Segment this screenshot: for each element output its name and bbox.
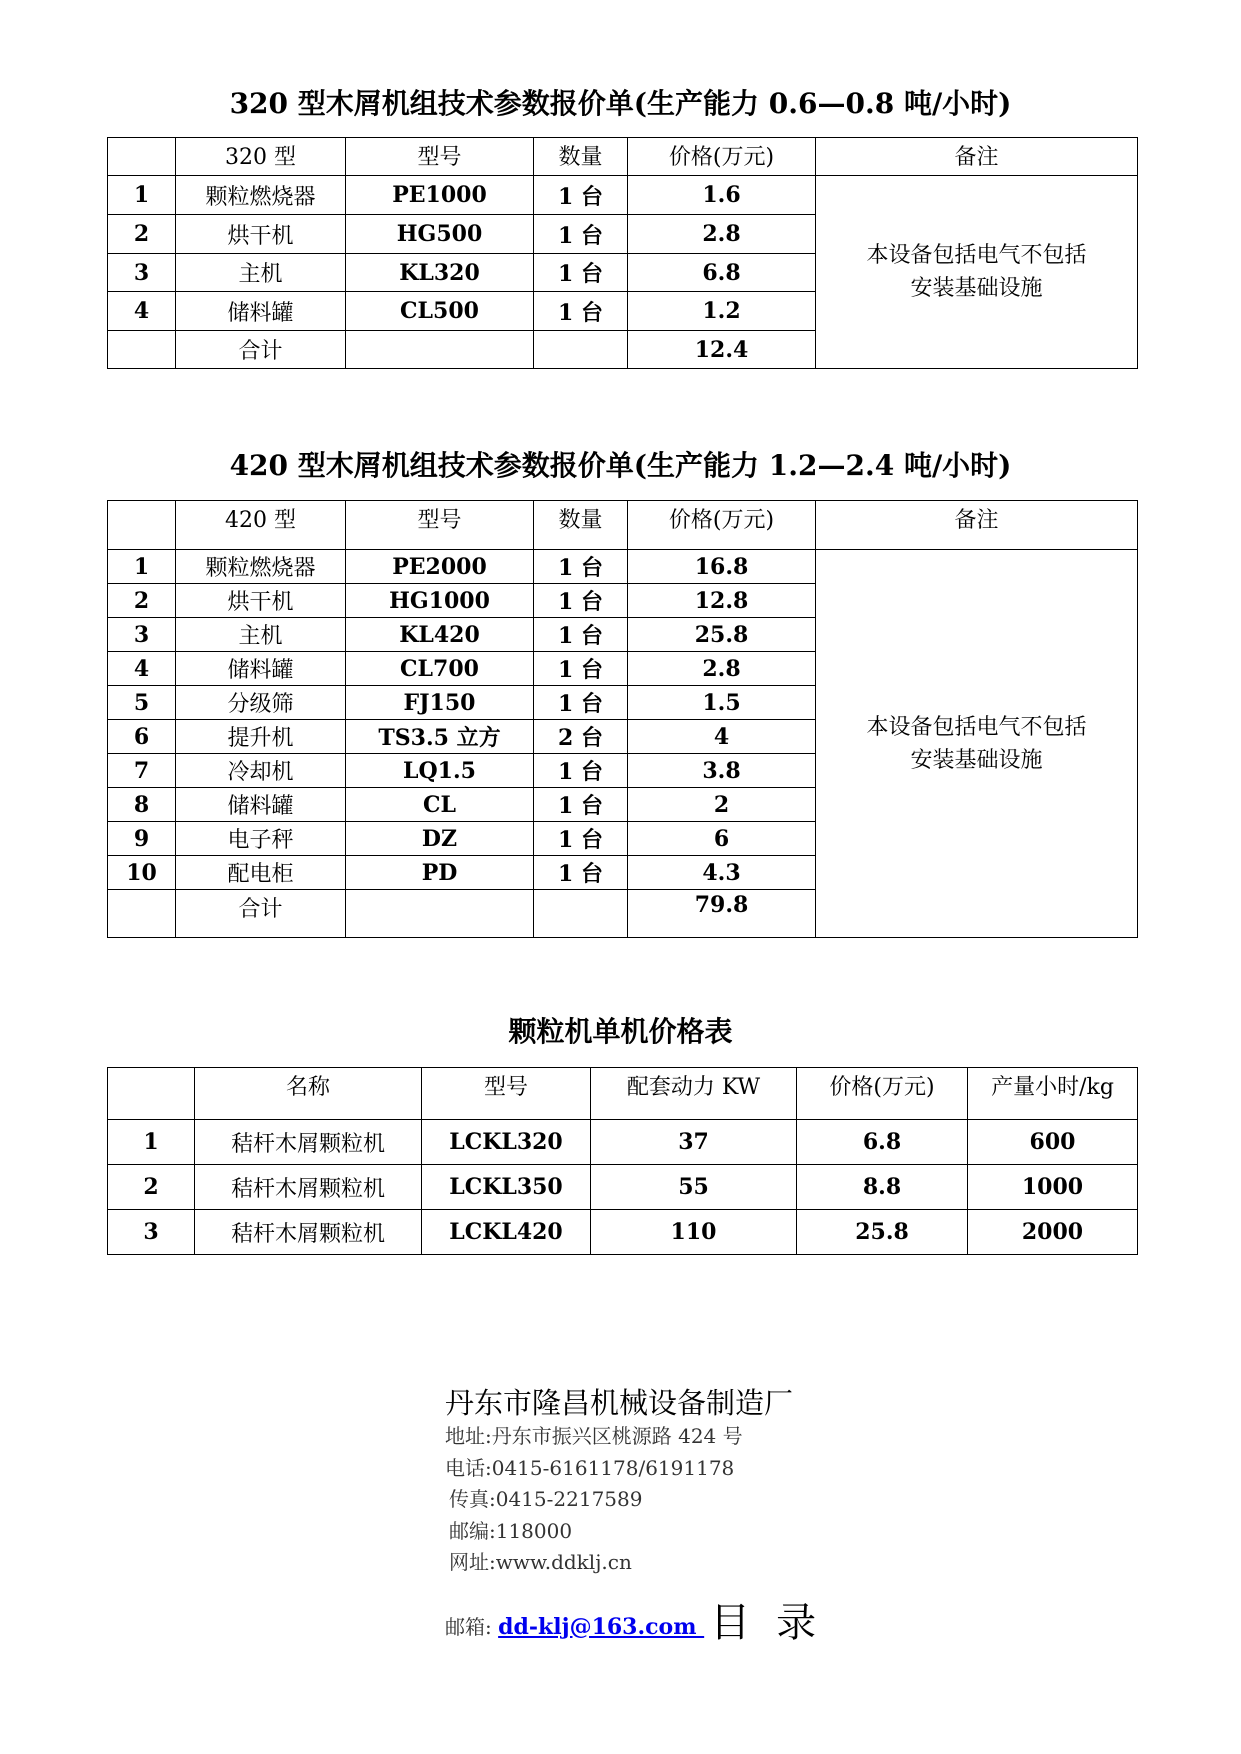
email-row (445, 1591, 842, 1648)
email-label: 邮箱: (445, 1614, 499, 1639)
row-model: HG1000 (346, 584, 534, 618)
table1 (107, 137, 1138, 369)
table2-header-model: 型号 (346, 501, 534, 550)
row-qty: 2 台 (534, 720, 628, 754)
row-name: 主机 (176, 618, 346, 652)
table2-header-qty: 数量 (534, 501, 628, 550)
table3-header-name: 名称 (195, 1068, 422, 1120)
row-model: LCKL320 (422, 1120, 591, 1165)
email-link[interactable]: dd-klj@163.com (498, 1613, 705, 1640)
table1-header-model: 型号 (346, 138, 534, 176)
row-price: 25.8 (797, 1210, 968, 1255)
row-model: PE2000 (346, 550, 534, 584)
row-model: HG500 (346, 215, 534, 254)
table-row (108, 1210, 1138, 1255)
table2-header-row (108, 501, 1138, 550)
row-qty: 1 台 (534, 292, 628, 331)
table3-title: 颗粒机单机价格表 (508, 1015, 733, 1048)
row-price: 12.8 (628, 584, 816, 618)
row-model: LQ1.5 (346, 754, 534, 788)
row-power: 37 (591, 1120, 797, 1165)
row-output: 2000 (968, 1210, 1138, 1255)
row-no: 1 (108, 176, 176, 215)
table1-remark (816, 176, 1138, 369)
row-qty: 1 台 (534, 754, 628, 788)
table2-header-no (108, 501, 176, 550)
row-name: 冷却机 (176, 754, 346, 788)
table2-header-type: 420 型 (176, 501, 346, 550)
row-price: 2.8 (628, 652, 816, 686)
address: 地址:丹东市振兴区桃源路 424 号 (445, 1424, 743, 1448)
row-no: 6 (108, 720, 176, 754)
table3-header-power: 配套动力 KW (591, 1068, 797, 1120)
row-model: LCKL350 (422, 1165, 591, 1210)
row-price: 8.8 (797, 1165, 968, 1210)
row-no: 2 (108, 215, 176, 254)
row-qty: 1 台 (534, 254, 628, 292)
row-no: 1 (108, 1120, 195, 1165)
row-price: 6.8 (797, 1120, 968, 1165)
row-no: 3 (108, 254, 176, 292)
remark-line-1: 本设备包括电气不包括 (866, 243, 1087, 268)
row-qty: 1 台 (534, 584, 628, 618)
table2-header-remark: 备注 (816, 501, 1138, 550)
company-footer (445, 1385, 842, 1648)
fax: 传真:0415-2217589 (449, 1487, 643, 1511)
row-no: 2 (108, 1165, 195, 1210)
row-price: 4 (628, 720, 816, 754)
row-no: 5 (108, 686, 176, 720)
total-label: 合计 (176, 331, 346, 369)
row-model: KL420 (346, 618, 534, 652)
company-name: 丹东市隆昌机械设备制造厂 (445, 1386, 794, 1420)
row-model: DZ (346, 822, 534, 856)
row-no: 8 (108, 788, 176, 822)
row-name: 储料罐 (176, 652, 346, 686)
remark-line-2: 安装基础设施 (910, 276, 1043, 301)
table1-header-price: 价格(万元) (628, 138, 816, 176)
row-no: 2 (108, 584, 176, 618)
row-no: 3 (108, 618, 176, 652)
table3-header-price: 价格(万元) (797, 1068, 968, 1120)
row-name: 电子秤 (176, 822, 346, 856)
row-qty: 1 台 (534, 215, 628, 254)
row-name: 储料罐 (176, 788, 346, 822)
row-no: 4 (108, 652, 176, 686)
table-row (108, 1120, 1138, 1165)
table3-header-no (108, 1068, 195, 1120)
table2 (107, 500, 1138, 938)
row-qty: 1 台 (534, 822, 628, 856)
row-model: CL500 (346, 292, 534, 331)
row-no: 4 (108, 292, 176, 331)
table3 (107, 1067, 1138, 1255)
table3-header-row (108, 1068, 1138, 1120)
table-row (108, 550, 1138, 584)
row-price: 4.3 (628, 856, 816, 890)
row-price: 1.6 (628, 176, 816, 215)
row-output: 1000 (968, 1165, 1138, 1210)
row-name: 颗粒燃烧器 (176, 550, 346, 584)
row-name: 烘干机 (176, 584, 346, 618)
row-qty: 1 台 (534, 652, 628, 686)
total-price: 79.8 (628, 890, 816, 938)
row-no: 1 (108, 550, 176, 584)
row-name: 配电柜 (176, 856, 346, 890)
table-row (108, 176, 1138, 215)
remark-line-1: 本设备包括电气不包括 (866, 714, 1087, 740)
table2-title: 420 型木屑机组技术参数报价单(生产能力 1.2—2.4 吨/小时) (229, 449, 1012, 482)
row-no: 10 (108, 856, 176, 890)
table2-header-price: 价格(万元) (628, 501, 816, 550)
row-name: 秸杆木屑颗粒机 (195, 1210, 422, 1255)
table3-header-model: 型号 (422, 1068, 591, 1120)
table3-header-output: 产量小时/kg (968, 1068, 1138, 1120)
row-price: 3.8 (628, 754, 816, 788)
row-model: FJ150 (346, 686, 534, 720)
row-name: 主机 (176, 254, 346, 292)
row-name: 秸杆木屑颗粒机 (195, 1120, 422, 1165)
row-price: 1.2 (628, 292, 816, 331)
row-price: 2 (628, 788, 816, 822)
postcode: 邮编:118000 (449, 1518, 573, 1543)
row-name: 储料罐 (176, 292, 346, 331)
table2-remark (816, 550, 1138, 938)
row-price: 2.8 (628, 215, 816, 254)
table1-header-qty: 数量 (534, 138, 628, 176)
row-model: KL320 (346, 254, 534, 292)
row-name: 秸杆木屑颗粒机 (195, 1165, 422, 1210)
row-no: 3 (108, 1210, 195, 1255)
table1-header-remark: 备注 (816, 138, 1138, 176)
row-qty: 1 台 (534, 550, 628, 584)
total-price: 12.4 (628, 331, 816, 369)
row-model: CL (346, 788, 534, 822)
row-price: 6 (628, 822, 816, 856)
website: 网址:www.ddklj.cn (449, 1550, 632, 1574)
row-power: 110 (591, 1210, 797, 1255)
row-output: 600 (968, 1120, 1138, 1165)
table1-header-type: 320 型 (176, 138, 346, 176)
row-qty: 1 台 (534, 176, 628, 215)
row-name: 提升机 (176, 720, 346, 754)
table1-header-no (108, 138, 176, 176)
row-model: CL700 (346, 652, 534, 686)
row-model: PE1000 (346, 176, 534, 215)
row-no: 9 (108, 822, 176, 856)
row-price: 6.8 (628, 254, 816, 292)
total-label: 合计 (176, 890, 346, 938)
phone: 电话:0415-6161178/6191178 (445, 1455, 735, 1480)
row-name: 烘干机 (176, 215, 346, 254)
table-row (108, 1165, 1138, 1210)
row-no: 7 (108, 754, 176, 788)
row-model: TS3.5 立方 (346, 720, 534, 754)
row-price: 25.8 (628, 618, 816, 652)
table1-header-row (108, 138, 1138, 176)
remark-line-2: 安装基础设施 (910, 747, 1043, 773)
row-model: PD (346, 856, 534, 890)
row-price: 16.8 (628, 550, 816, 584)
row-qty: 1 台 (534, 686, 628, 720)
row-qty: 1 台 (534, 856, 628, 890)
table1-title: 320 型木屑机组技术参数报价单(生产能力 0.6—0.8 吨/小时) (229, 87, 1012, 120)
row-model: LCKL420 (422, 1210, 591, 1255)
row-price: 1.5 (628, 686, 816, 720)
contact-info (445, 1421, 842, 1579)
row-qty: 1 台 (534, 618, 628, 652)
row-power: 55 (591, 1165, 797, 1210)
toc-link[interactable]: 目录 (710, 1599, 843, 1646)
row-name: 颗粒燃烧器 (176, 176, 346, 215)
row-name: 分级筛 (176, 686, 346, 720)
row-qty: 1 台 (534, 788, 628, 822)
